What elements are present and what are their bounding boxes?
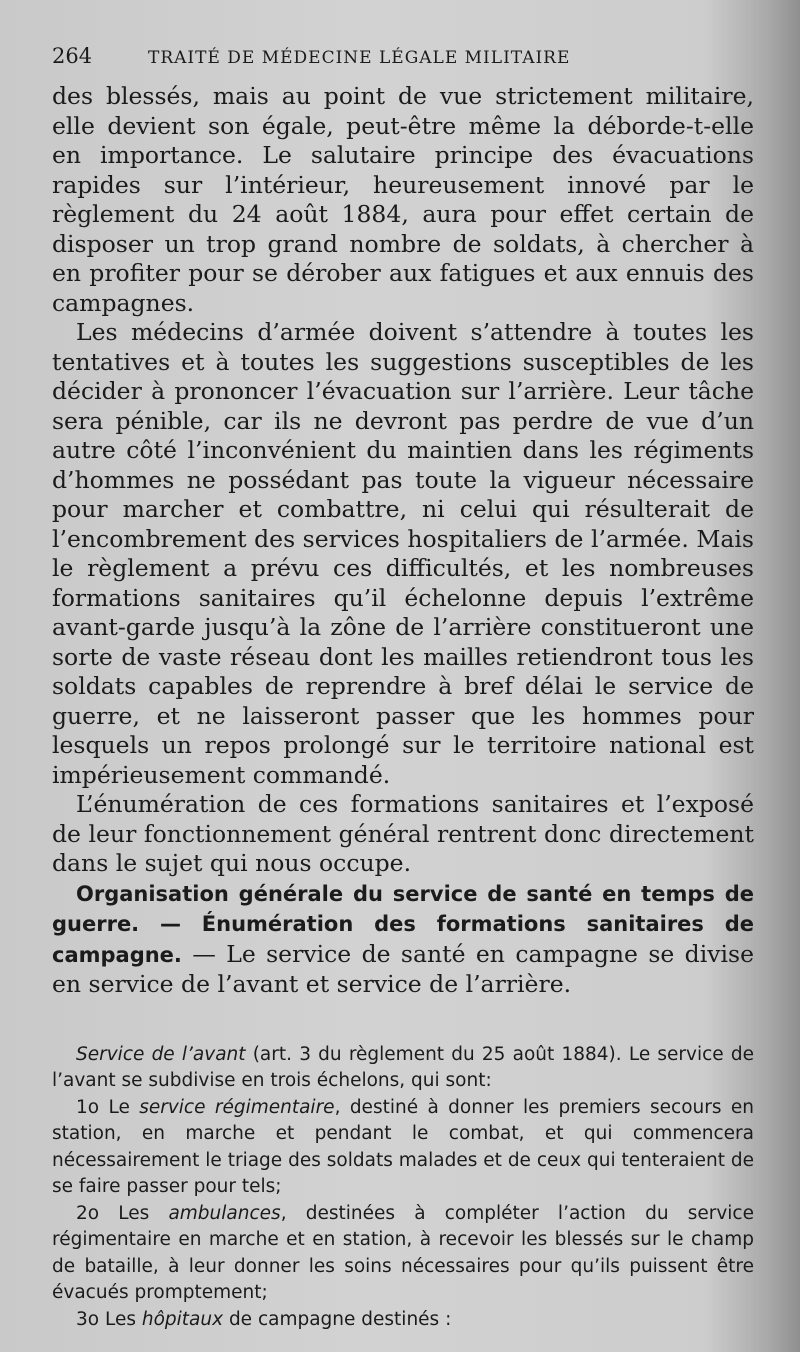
service-regimentaire-term: service régimentaire (139, 1096, 335, 1118)
ambulances-term: ambulances (168, 1202, 281, 1224)
item-2-number: 2o Les (76, 1202, 169, 1224)
section-heading: Organisation générale du service de santé en temps de guerre. — Énumération des formations sanitaires de campagne. (52, 881, 754, 967)
item-1-text: , destiné à donner les premiers secours en station, en marche et pendant le combat, et qui commencera nécessairement le triage des soldats malades et de ceux qui tenteraient de se faire passer pour tels; (52, 1096, 754, 1197)
small-paragraph-4 (52, 1307, 754, 1334)
small-paragraph-3 (52, 1201, 754, 1307)
small-print-section (52, 1042, 754, 1334)
item-2-text: , destinées à compléter l’action du service régimentaire en marche et en station, à recevoir les blessés sur le champ de bataille, à leur donner les soins nécessaires pour qu’ils puissent être évacués promptement; (52, 1202, 754, 1303)
paragraph-4 (52, 879, 754, 1000)
page-number: 264 (52, 44, 93, 68)
body-text (52, 82, 754, 1000)
paragraph-2: Les médecins d’armée doivent s’attendre à toutes les tentatives et à toutes les suggestions susceptibles de les décider à prononcer l’évacuation sur l’arrière. Leur tâche sera pénible, car ils ne devront pas perdre de vue d’un autre côté l’inconvénient du maintien dans les régiments d’hommes ne possédant pas toute la vigueur nécessaire pour marcher et combattre, ni celui qui résulterait de l’encombrement des services hospitaliers de l’armée. Mais le règlement a prévu ces difficultés, et les nombreuses formations sanitaires qu’il échelonne depuis l’extrême avant-garde jusqu’à la zône de l’arrière constitueront une sorte de vaste réseau dont les mailles retiendront tous les soldats capables de reprendre à bref délai le service de guerre, et ne laisseront passer que les hommes pour lesquels un repos prolongé sur le territoire national est impérieusement commandé. (52, 318, 754, 789)
item-3-text: de campagne destinés : (223, 1308, 452, 1330)
small-paragraph-2 (52, 1095, 754, 1201)
page-header (52, 44, 754, 82)
running-title: TRAITÉ DE MÉDECINE LÉGALE MILITAIRE (148, 48, 571, 68)
item-1-number: 1o Le (76, 1096, 140, 1118)
hopitaux-term: hôpitaux (141, 1308, 224, 1330)
paragraph-1: des blessés, mais au point de vue strictement militaire, elle devient son égale, peut-être même la déborde-t-elle en importance. Le salutaire principe des évacuations rapides sur l’intérieur, heureusement innové par le règlement du 24 août 1884, aura pour effet certain de disposer un trop grand nombre de soldats, à chercher à en profiter pour se dérober aux fatigues et aux ennuis des campagnes. (52, 82, 754, 317)
section-heading-continuation: — Le service de santé en campagne se divise en service de l’avant et service de l’arrière. (52, 939, 754, 998)
item-3-number: 3o Les (76, 1308, 142, 1330)
small-paragraph-1-text: (art. 3 du règlement du 25 août 1884). Le service de l’avant se subdivise en trois échelons, qui sont: (52, 1043, 754, 1091)
small-paragraph-1 (52, 1042, 754, 1095)
service-avant-title: Service de l’avant (76, 1043, 246, 1065)
paragraph-3: L’énumération de ces formations sanitaires et l’exposé de leur fonctionnement général rentrent donc directement dans le sujet qui nous occupe. (52, 790, 754, 877)
